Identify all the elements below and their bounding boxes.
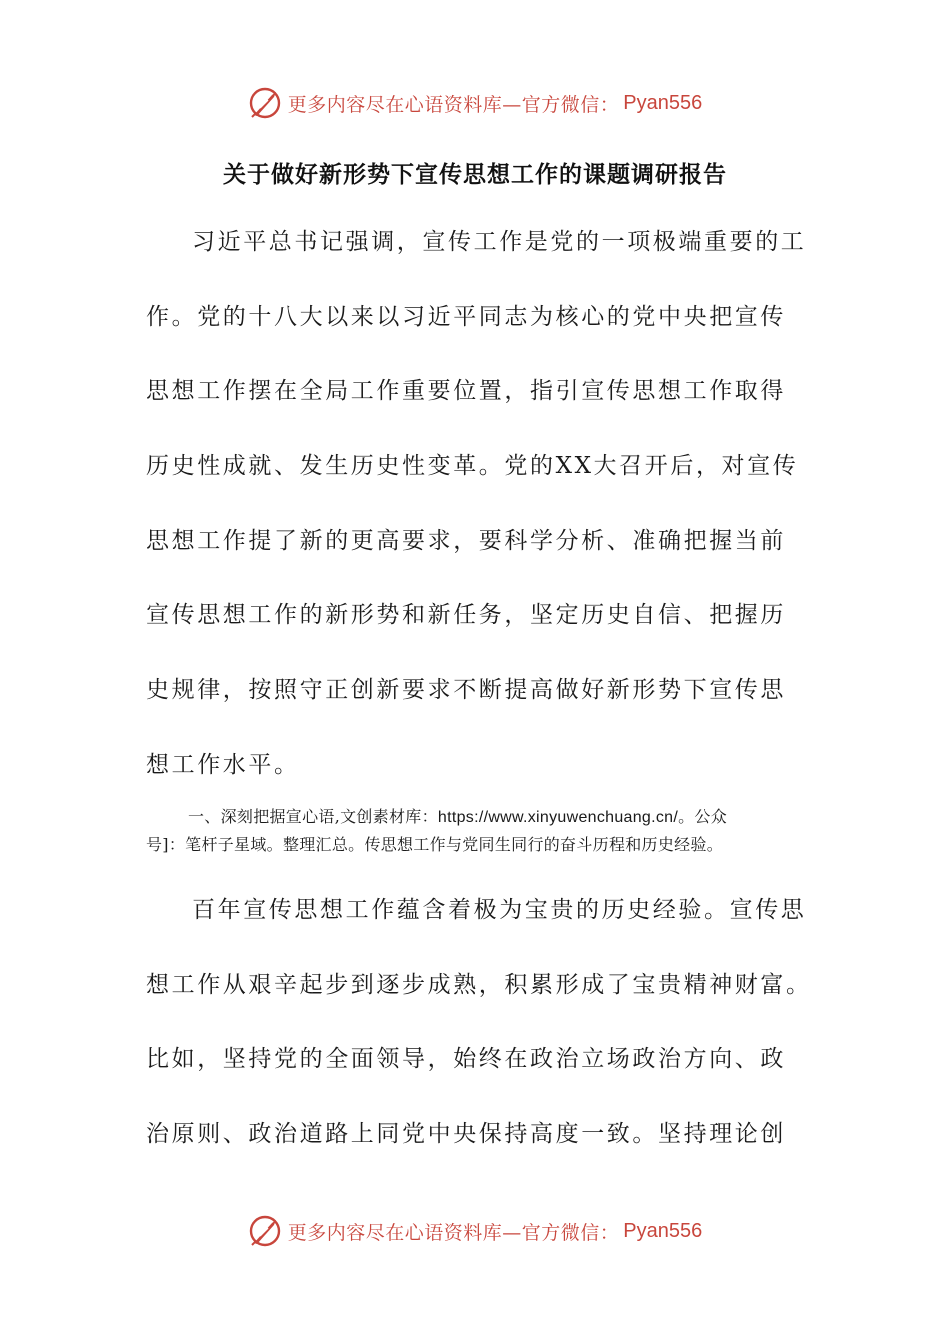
- note-line-1: [146, 803, 826, 831]
- note-suffix: 。公众: [678, 807, 728, 826]
- paragraph-1: [146, 205, 816, 803]
- paragraph-line: 思想工作摆在全局工作重要位置，指引宣传思想工作取得: [146, 378, 786, 405]
- banner-text: 更多内容尽在心语资料库—官方微信：: [287, 1221, 620, 1244]
- paragraph-line: 治原则、政治道路上同党中央保持高度一致。坚持理论创: [146, 1121, 786, 1148]
- paragraph-line: 思想工作提了新的更高要求，要科学分析、准确把握当前: [146, 527, 786, 554]
- paragraph-line: 作。党的十八大以来以习近平同志为核心的党中央把宣传: [146, 303, 786, 330]
- header-banner: [0, 78, 950, 128]
- quill-pen-logo-icon: [248, 1214, 282, 1248]
- paragraph-line: 比如，坚持党的全面领导，始终在政治立场政治方向、政: [146, 1046, 786, 1073]
- quill-pen-logo-icon: [248, 86, 282, 120]
- note-line-2: 号]：笔杆子星域。整理汇总。传思想工作与党同生同行的奋斗历程和历史经验。: [146, 835, 724, 854]
- paragraph-line: 历史性成就、发生历史性变革。党的XX大召开后，对宣传: [146, 453, 799, 480]
- paragraph-line: 百年宣传思想工作蕴含着极为宝贵的历史经验。宣传思: [192, 897, 807, 923]
- banner-wechat-id: Pyan556: [623, 91, 703, 114]
- paragraph-2: [146, 873, 816, 1172]
- paragraph-line: 想工作从艰辛起步到逐步成熟，积累形成了宝贵精神财富。: [146, 971, 812, 998]
- footer-banner: [0, 1206, 950, 1256]
- note-prefix: 一、深刻把据宣心语,文创素材库：: [188, 807, 438, 826]
- paragraph-line: 史规律，按照守正创新要求不断提高做好新形势下宣传思: [146, 677, 786, 704]
- note-url-link[interactable]: https://www.xinyuwenchuang.cn/: [437, 809, 679, 826]
- paragraph-line: 想工作水平。: [146, 751, 300, 778]
- paragraph-line: 习近平总书记强调，宣传工作是党的一项极端重要的工: [192, 229, 807, 255]
- banner-text: 更多内容尽在心语资料库—官方微信：: [287, 93, 620, 116]
- document-title: 关于做好新形势下宣传思想工作的课题调研报告: [223, 161, 727, 188]
- paragraph-line: 宣传思想工作的新形势和新任务，坚定历史自信、把握历: [146, 602, 786, 629]
- banner-wechat-id: Pyan556: [623, 1219, 703, 1242]
- inserted-note: [146, 803, 826, 859]
